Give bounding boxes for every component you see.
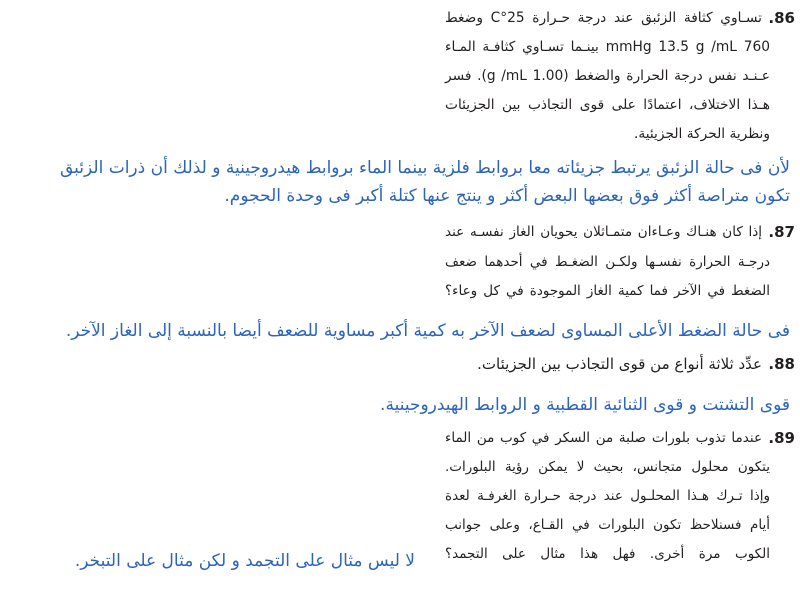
question-text-line: إذا كان هنـاك وعـاءان متمـاثلان يحويان الغاز نفسـه عند bbox=[445, 224, 762, 240]
question-number: 88. bbox=[768, 355, 795, 373]
question-text-line: يتكون محلول متجانس، بحيث لا يمكن رؤية البلورات. bbox=[445, 459, 770, 475]
question-number: 86. bbox=[768, 9, 795, 27]
question-number: 87. bbox=[768, 223, 795, 241]
question-text-line: عـنـد نفس درجة الحرارة والضغط (1.00 g /mL). فسر bbox=[445, 68, 770, 84]
answer-text-line: تكون متراصة أكثر فوق بعضها البعض أكثر و ينتج عنها كتلة أكبر فى وحدة الحجوم. bbox=[224, 186, 790, 206]
question-text-line: عندما تذوب بلورات صلبة من السكر في كوب من الماء bbox=[445, 430, 762, 446]
question-text-line: تسـاوي كثافة الزئبق عند درجة حـرارة 25°C وضغط bbox=[445, 10, 762, 26]
answer-text-line: قوى التشتت و قوى الثنائية القطبية و الروابط الهيدروجينية. bbox=[380, 395, 790, 415]
question-text-line: هـذا الاختلاف، اعتمادًا على قوى التجاذب بين الجزيئات bbox=[445, 97, 770, 113]
question-number: 89. bbox=[768, 429, 795, 447]
answer-text-line: لا ليس مثال على التجمد و لكن مثال على التبخر. bbox=[74, 551, 415, 571]
answer-text-line: فى حالة الضغط الأعلى المساوى لضعف الآخر به كمية أكبر مساوية للضعف أيضا بالنسبة إلى الغاز الآخر. bbox=[65, 321, 790, 341]
question-text-line: الضغط في الآخر فما كمية الغاز الموجودة في كل وعاء؟ bbox=[445, 283, 770, 299]
question-text-line: الكوب مرة أخرى. فهل هذا مثال على التجمد؟ bbox=[445, 546, 770, 562]
question-text-line: ونظرية الحركة الجزيئية. bbox=[633, 126, 770, 142]
question-text-line: درجـة الحرارة نفسـها ولكـن الضغـط في أحدهما ضعف bbox=[445, 254, 770, 270]
question-text-line: 760 mmHg 13.5 g /mL بينـما تسـاوي كثافـة المـاء bbox=[445, 39, 770, 55]
question-text-line: عدِّد ثلاثة أنواع من قوى التجاذب بين الجزيئات. bbox=[477, 355, 762, 373]
question-text-line: أيام فسنلاحظ تكون البلورات في القـاع، وعلى جوانب bbox=[445, 517, 770, 533]
answer-text-line: لأن فى حالة الزئبق يرتبط جزيئاته معا بروابط فلزية بينما الماء بروابط هيدروجينية و لذلك أن ذرات الزئبق bbox=[59, 158, 790, 178]
question-text-line: وإذا تـرك هـذا المحلـول عند درجة حـرارة الغرفـة لعدة bbox=[445, 488, 770, 504]
